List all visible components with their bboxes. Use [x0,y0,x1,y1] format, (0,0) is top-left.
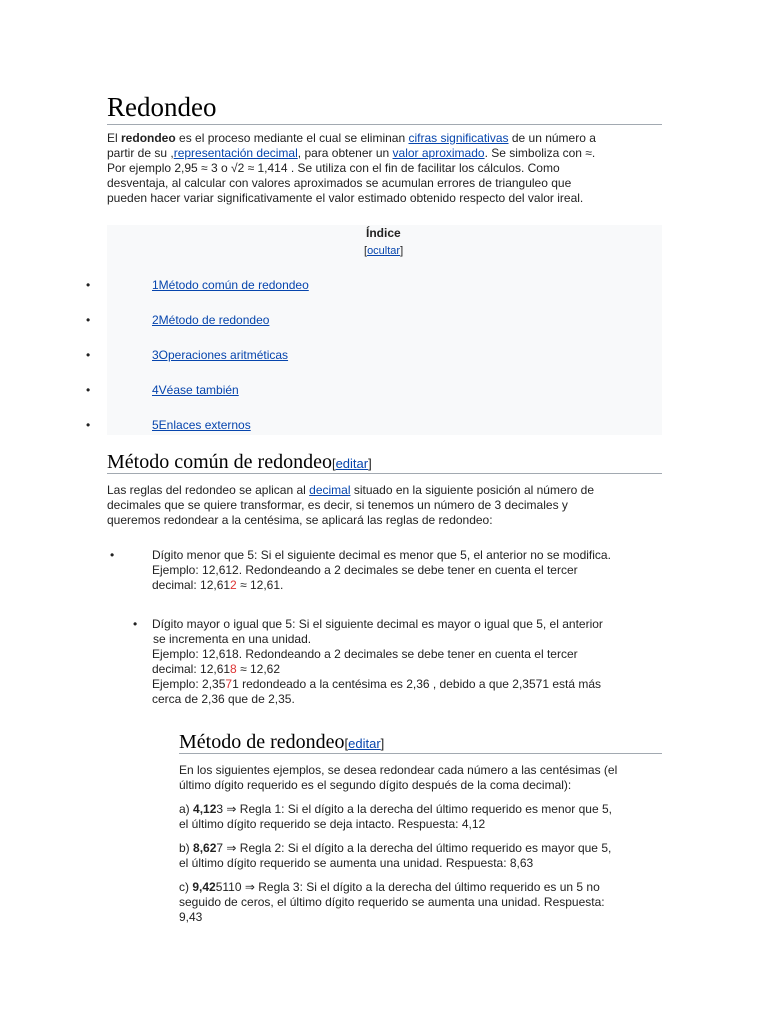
section-title: Método de redondeo [179,731,345,753]
page-title: Redondeo [107,92,217,122]
text: Las reglas del redondeo se aplican al [107,483,310,497]
text: a) [179,802,194,816]
highlight-digit: 2 [230,578,237,592]
title-divider [107,124,662,125]
section-title: Método común de redondeo [107,451,332,473]
list-bullet: • [133,617,138,631]
text-line: queremos redondear a la centésima, se aplicará las reglas de redondeo: [107,513,493,527]
bracket: [ [364,245,368,257]
text-line: Dígito mayor o igual que 5: Si el siguiente decimal es mayor o igual que 5, el anterior [152,617,603,631]
link-representacion-decimal[interactable]: representación decimal [173,146,298,160]
intro-text: partir de su , [107,146,174,160]
example-b [179,841,679,871]
edit-link[interactable]: editar [335,456,369,471]
highlight-digit: 8 [230,662,237,676]
text-line: el último dígito requerido se deja intacto. Respuesta: 4,12 [179,817,486,831]
section-divider [107,473,662,474]
toc-bullet: • [86,348,91,362]
text-line: Ejemplo: 12,612. Redondeando a 2 decimales se debe tener en cuenta el tercer [152,563,578,577]
text-line: decimales que se quiere transformar, es decir, si tenemos un número de 3 decimales y [107,498,568,512]
text: 1 redondeado a la centésima es 2,36 , debido a que 2,3571 está más [232,677,602,691]
text-line: En los siguientes ejemplos, se desea redondear cada número a las centésimas (el [179,763,618,777]
list-bullet: • [110,548,115,562]
section1-paragraph [107,483,667,528]
text-line: Dígito menor que 5: Si el siguiente decimal es menor que 5, el anterior no se modifica. [152,548,611,562]
highlight-digit: 7 [225,677,233,691]
text-line: se incrementa en una unidad. [153,632,312,646]
intro-text: El [107,131,122,145]
list-item-digit-menor [152,548,672,593]
section2-intro [179,763,679,793]
link-decimal[interactable]: decimal [309,483,351,497]
edit-section-1[interactable] [332,456,372,471]
toc-bullet: • [86,418,91,432]
intro-paragraph [107,131,667,206]
edit-section-2[interactable] [345,736,385,751]
bracket: ] [368,456,372,471]
text: ≈ 12,61. [236,578,284,592]
section-divider [179,753,662,754]
intro-line: desventaja, al calcular con valores aproximados se acumulan errores de trianguleo que [107,176,572,190]
toc-item-5[interactable]: 5Enlaces externos [152,418,251,432]
text-line: 9,43 [179,910,203,924]
toc-bullet: • [86,278,91,292]
intro-line: pueden hacer variar significativamente el valor estimado obtenido respecto del valor ireal. [107,191,584,205]
toc-bullet: • [86,383,91,397]
bracket: [ [344,736,349,751]
text-line: Ejemplo: 12,618. Redondeando a 2 decimales se debe tener en cuenta el tercer [152,647,578,661]
bold-number: 9,42 [192,880,216,894]
intro-text: . Se simboliza con ≈. [484,146,596,160]
toc-hide-toggle[interactable] [364,245,403,257]
text: decimal: 12,61 [152,578,231,592]
text-line: seguido de ceros, el último dígito requerido se aumenta una unidad. Respuesta: [179,895,605,909]
bracket: ] [400,245,404,257]
example-c [179,880,679,925]
bold-number: 4,12 [193,802,217,816]
toc-hide-link[interactable]: ocultar [367,245,401,257]
text: situado en la siguiente posición al número de [350,483,594,497]
link-valor-aproximado[interactable]: valor aproximado [392,146,485,160]
toc-item-2[interactable]: 2Método de redondeo [152,313,270,327]
toc-title: Índice [366,226,401,240]
link-cifras-significativas[interactable]: cifras significativas [408,131,509,145]
toc-item-1[interactable]: 1Método común de redondeo [152,278,309,292]
text: b) [179,841,194,855]
text: ≈ 12,62 [236,662,281,676]
text: Ejemplo: 2,35 [152,677,226,691]
bold-number: 8,62 [193,841,217,855]
intro-text: de un número a [508,131,596,145]
list-item-digit-mayor [152,617,672,707]
intro-text: es el proceso mediante el cual se eliminan [175,131,409,145]
text: decimal: 12,61 [152,662,231,676]
toc-item-4[interactable]: 4Véase también [152,383,239,397]
intro-text: , para obtener un [297,146,393,160]
bracket: ] [380,736,385,751]
toc-item-3[interactable]: 3Operaciones aritméticas [152,348,289,362]
edit-link[interactable]: editar [348,736,381,751]
text: c) [179,880,193,894]
text-line: último dígito requerido es el segundo dígito después de la coma decimal): [179,778,572,792]
text: 3 ⇒ Regla 1: Si el dígito a la derecha del último requerido es menor que 5, [216,802,612,816]
text-line: el último dígito requerido se aumenta una unidad. Respuesta: 8,63 [179,856,534,870]
toc-bullet: • [86,313,91,327]
text-line: cerca de 2,36 que de 2,35. [152,692,295,706]
example-a [179,802,679,832]
text: 7 ⇒ Regla 2: Si el dígito a la derecha del último requerido es mayor que 5, [216,841,612,855]
intro-line: Por ejemplo 2,95 ≈ 3 o √2 ≈ 1,414 . Se utiliza con el fin de facilitar los cálculos. Como [107,161,560,175]
bracket: [ [331,456,336,471]
text: 5110 ⇒ Regla 3: Si el dígito a la derecha del último requerido es un 5 no [215,880,600,894]
intro-bold-term: redondeo [121,131,176,145]
